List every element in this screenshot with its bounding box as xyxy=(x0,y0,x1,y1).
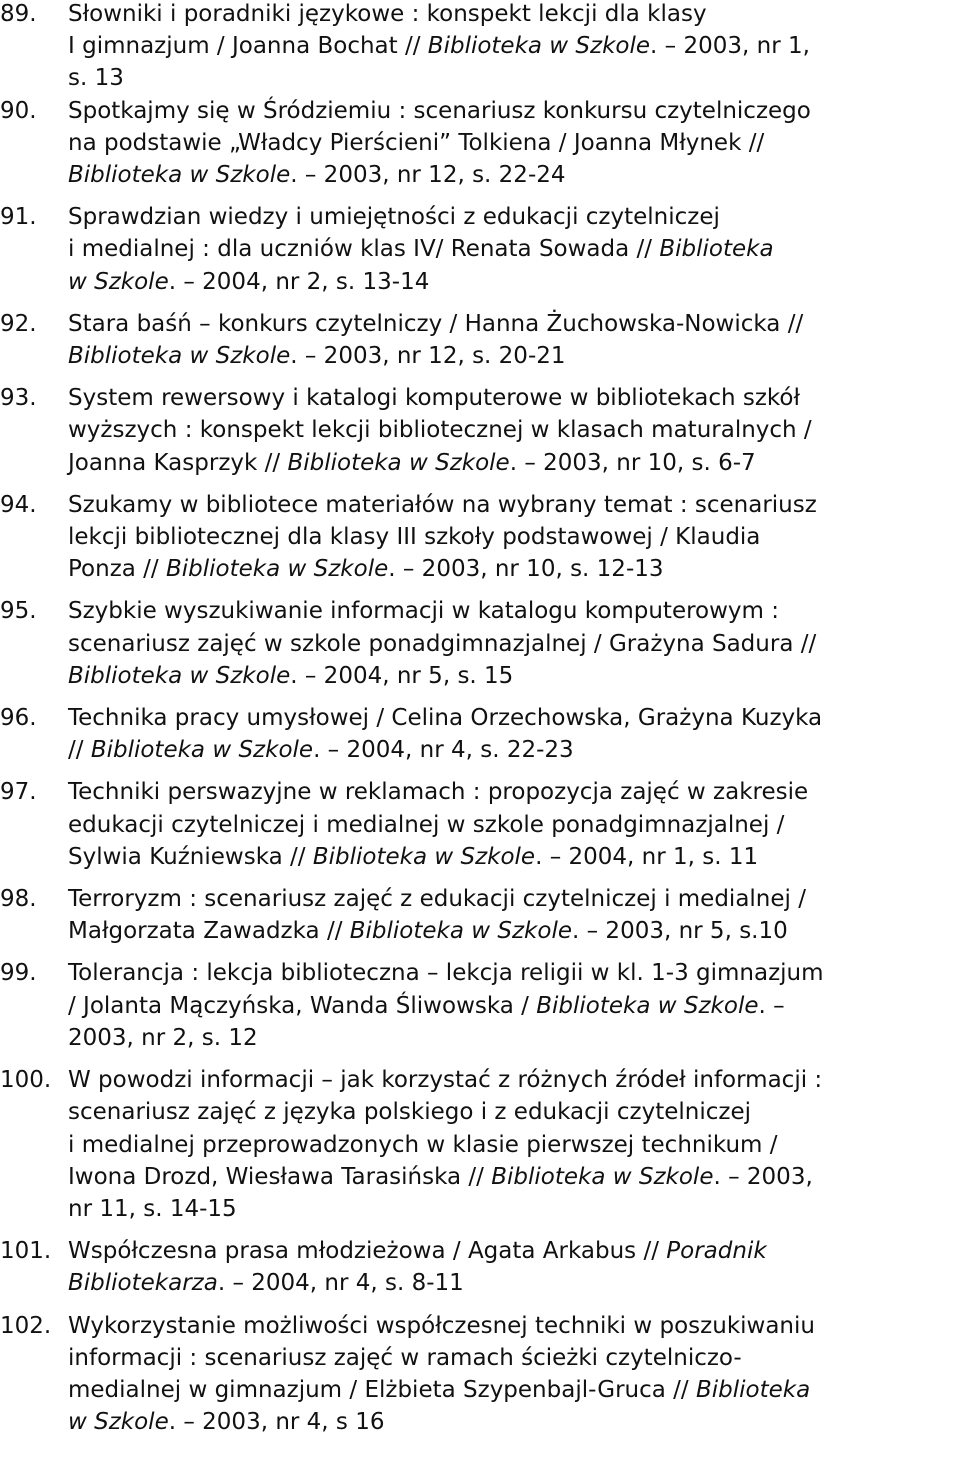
bibliography-entry-99 xyxy=(0,957,942,1054)
entry-line xyxy=(68,1161,942,1193)
entry-text-segment: Tolerancja : lekcja biblioteczna – lekcja religii w kl. 1-3 gimnazjum xyxy=(68,960,824,987)
journal-title: w Szkole xyxy=(68,1409,169,1436)
journal-title: Biblioteka w Szkole xyxy=(68,662,291,689)
entry-line xyxy=(68,1129,942,1161)
entry-text-segment: . – 2004, nr 4, s. 22-23 xyxy=(313,737,574,764)
entry-line xyxy=(68,62,942,94)
entry-line xyxy=(68,201,942,233)
entry-text-segment: Iwona Drozd, Wiesława Tarasińska // xyxy=(68,1163,492,1190)
entry-line xyxy=(68,127,942,159)
bibliography-entry-95 xyxy=(0,595,942,692)
entry-text xyxy=(68,702,942,766)
entry-text-segment: Ponza // xyxy=(68,556,166,583)
entry-text-segment: Słowniki i poradniki językowe : konspekt lekcji dla klasy xyxy=(68,1,707,27)
entry-text-segment: scenariusz zajęć w szkole ponadgimnazjalnej / Grażyna Sadura // xyxy=(68,630,817,657)
journal-title: w Szkole xyxy=(68,268,169,295)
journal-title: Biblioteka xyxy=(695,1376,811,1403)
entry-line xyxy=(68,957,942,989)
entry-text xyxy=(68,95,942,192)
entry-line xyxy=(68,553,942,585)
entry-text-segment: . – 2003, nr 1, xyxy=(650,33,810,60)
entry-line xyxy=(68,1022,942,1054)
entry-number: 93. xyxy=(0,385,37,412)
journal-title: Biblioteka w Szkole xyxy=(166,556,389,583)
entry-line xyxy=(68,628,942,660)
entry-text-segment: System rewersowy i katalogi komputerowe w bibliotekach szkół xyxy=(68,385,801,412)
entry-line xyxy=(68,841,942,873)
bibliography-entry-94 xyxy=(0,489,942,586)
journal-title: Biblioteka w Szkole xyxy=(68,162,291,189)
entry-text-segment: W powodzi informacji – jak korzystać z różnych źródeł informacji : xyxy=(68,1067,823,1094)
bibliography-entry-96 xyxy=(0,702,942,766)
entry-text xyxy=(68,1235,942,1299)
entry-text-segment: Stara baśń – konkurs czytelniczy / Hanna Żuchowska-Nowicka // xyxy=(68,310,804,337)
entry-text-segment: Sprawdzian wiedzy i umiejętności z edukacji czytelniczej xyxy=(68,204,720,231)
entry-text-segment: s. 13 xyxy=(68,65,124,92)
journal-title: Biblioteka w Szkole xyxy=(90,737,314,764)
entry-text xyxy=(68,1064,942,1225)
bibliography-entry-97 xyxy=(0,776,942,873)
entry-text-segment: I gimnazjum / Joanna Bochat // xyxy=(68,33,428,60)
entry-number: 95. xyxy=(0,598,37,625)
journal-title: Biblioteka w Szkole xyxy=(312,843,536,870)
entry-line xyxy=(68,1064,942,1096)
entry-text-segment: Spotkajmy się w Śródziemiu : scenariusz konkursu czytelniczego xyxy=(68,97,811,124)
entry-line xyxy=(68,809,942,841)
entry-text-segment: / Jolanta Mączyńska, Wanda Śliwowska / xyxy=(68,992,537,1019)
entry-text-segment: . – 2004, nr 4, s. 8-11 xyxy=(217,1270,464,1297)
entry-text-segment: . – 2003, nr 10, s. 12-13 xyxy=(388,556,664,583)
entry-line xyxy=(68,1096,942,1128)
entry-number: 101. xyxy=(0,1238,52,1265)
entry-text xyxy=(68,0,942,95)
entry-line xyxy=(68,1235,942,1267)
entry-text-segment: Technika pracy umysłowej / Celina Orzechowska, Grażyna Kuzyka xyxy=(68,705,823,732)
entry-number: 100. xyxy=(0,1067,52,1094)
entry-line xyxy=(68,776,942,808)
entry-line xyxy=(68,233,942,265)
entry-text-segment: lekcji bibliotecznej dla klasy III szkoły podstawowej / Klaudia xyxy=(68,524,761,551)
entry-text-segment: . – 2003, nr 4, s 16 xyxy=(168,1409,385,1436)
journal-title: Bibliotekarza xyxy=(68,1270,218,1297)
entry-number: 97. xyxy=(0,779,37,806)
entry-line xyxy=(68,1406,942,1438)
entry-text-segment: nr 11, s. 14-15 xyxy=(68,1195,237,1222)
journal-title: Biblioteka w Szkole xyxy=(68,343,291,370)
journal-title: Biblioteka w Szkole xyxy=(427,33,651,60)
entry-text xyxy=(68,776,942,873)
entry-line xyxy=(68,1310,942,1342)
entry-line xyxy=(68,1193,942,1225)
bibliography-entry-93 xyxy=(0,382,942,479)
entry-text xyxy=(68,1310,942,1439)
entry-number: 90. xyxy=(0,97,37,124)
entry-line xyxy=(68,95,942,127)
entry-line xyxy=(68,0,942,30)
entry-text-segment: wyższych : konspekt lekcji bibliotecznej w klasach maturalnych / xyxy=(68,417,812,444)
entry-line xyxy=(68,382,942,414)
entry-text-segment: . – 2003, nr 5, s.10 xyxy=(572,918,788,945)
entry-text xyxy=(68,201,942,298)
journal-title: Biblioteka xyxy=(659,236,774,263)
entry-number: 98. xyxy=(0,886,37,913)
entry-line xyxy=(68,702,942,734)
entry-number: 92. xyxy=(0,310,37,337)
entry-text xyxy=(68,489,942,586)
entry-text-segment: . – 2003, nr 12, s. 22-24 xyxy=(290,162,566,189)
bibliography-entry-102 xyxy=(0,1310,942,1439)
journal-title: Biblioteka w Szkole xyxy=(349,918,572,945)
entry-line xyxy=(68,915,942,947)
entry-number: 96. xyxy=(0,705,37,732)
entry-text xyxy=(68,308,942,372)
entry-number: 91. xyxy=(0,204,37,231)
entry-text-segment: i medialnej przeprowadzonych w klasie pierwszej technikum / xyxy=(68,1131,778,1158)
entry-text-segment: . – xyxy=(758,992,785,1019)
entry-line xyxy=(68,660,942,692)
entry-text-segment: . – 2004, nr 2, s. 13-14 xyxy=(168,268,430,295)
entry-text-segment: Małgorzata Zawadzka // xyxy=(68,918,350,945)
entry-line xyxy=(68,990,942,1022)
entry-text-segment: . – 2003, nr 12, s. 20-21 xyxy=(290,343,566,370)
entry-line xyxy=(68,30,942,62)
entry-text-segment: i medialnej : dla uczniów klas IV/ Renata Sowada // xyxy=(68,236,660,263)
entry-text-segment: Joanna Kasprzyk // xyxy=(68,449,288,476)
entry-line xyxy=(68,489,942,521)
entry-line xyxy=(68,308,942,340)
bibliography-entry-90 xyxy=(0,95,942,192)
bibliography-entry-100 xyxy=(0,1064,942,1225)
entry-text-segment: Wykorzystanie możliwości współczesnej techniki w poszukiwaniu xyxy=(68,1312,815,1339)
entry-line xyxy=(68,447,942,479)
entry-line xyxy=(68,883,942,915)
entry-line xyxy=(68,159,942,191)
entry-line xyxy=(68,1342,942,1374)
entry-line xyxy=(68,1267,942,1299)
bibliography-entry-91 xyxy=(0,201,942,298)
entry-line xyxy=(68,266,942,298)
entry-text xyxy=(68,883,942,947)
entry-number: 89. xyxy=(0,1,37,27)
entry-line xyxy=(68,595,942,627)
entry-text xyxy=(68,957,942,1054)
entry-line xyxy=(68,340,942,372)
entry-text-segment: Szybkie wyszukiwanie informacji w katalogu komputerowym : xyxy=(68,598,780,625)
entry-line xyxy=(68,1374,942,1406)
entry-line xyxy=(68,521,942,553)
bibliography-entry-89 xyxy=(0,0,942,95)
journal-title: Biblioteka w Szkole xyxy=(536,992,759,1019)
entry-text xyxy=(68,595,942,692)
bibliography-entry-98 xyxy=(0,883,942,947)
entry-text-segment: Sylwia Kuźniewska // xyxy=(68,843,313,870)
journal-title: Biblioteka w Szkole xyxy=(287,449,510,476)
entry-text-segment: Szukamy w bibliotece materiałów na wybrany temat : scenariusz xyxy=(68,491,817,518)
entry-line xyxy=(68,734,942,766)
journal-title: Biblioteka w Szkole xyxy=(491,1163,714,1190)
entry-text-segment: 2003, nr 2, s. 12 xyxy=(68,1024,258,1051)
bibliography-entry-92 xyxy=(0,308,942,372)
bibliography-entry-101 xyxy=(0,1235,942,1299)
entry-text xyxy=(68,382,942,479)
entry-text-segment: scenariusz zajęć z języka polskiego i z edukacji czytelniczej xyxy=(68,1099,751,1126)
entry-text-segment: . – 2003, xyxy=(713,1163,813,1190)
entry-text-segment: na podstawie „Władcy Pierścieni” Tolkiena / Joanna Młynek // xyxy=(68,129,765,156)
entry-line xyxy=(68,414,942,446)
entry-text-segment: // xyxy=(68,737,91,764)
entry-text-segment: medialnej w gimnazjum / Elżbieta Szypenbajl-Gruca // xyxy=(68,1376,696,1403)
entry-text-segment: Współczesna prasa młodzieżowa / Agata Arkabus // xyxy=(68,1238,667,1265)
entry-text-segment: . – 2004, nr 1, s. 11 xyxy=(535,843,759,870)
entry-number: 99. xyxy=(0,960,37,987)
entry-text-segment: Techniki perswazyjne w reklamach : propozycja zajęć w zakresie xyxy=(68,779,809,806)
entry-text-segment: Terroryzm : scenariusz zajęć z edukacji czytelniczej i medialnej / xyxy=(68,886,806,913)
entry-number: 102. xyxy=(0,1312,52,1339)
entry-text-segment: . – 2004, nr 5, s. 15 xyxy=(290,662,514,689)
entry-number: 94. xyxy=(0,491,37,518)
journal-title: Poradnik xyxy=(666,1238,767,1265)
entry-text-segment: . – 2003, nr 10, s. 6-7 xyxy=(509,449,756,476)
entry-text-segment: informacji : scenariusz zajęć w ramach ścieżki czytelniczo- xyxy=(68,1344,742,1371)
entry-text-segment: edukacji czytelniczej i medialnej w szkole ponadgimnazjalnej / xyxy=(68,811,785,838)
